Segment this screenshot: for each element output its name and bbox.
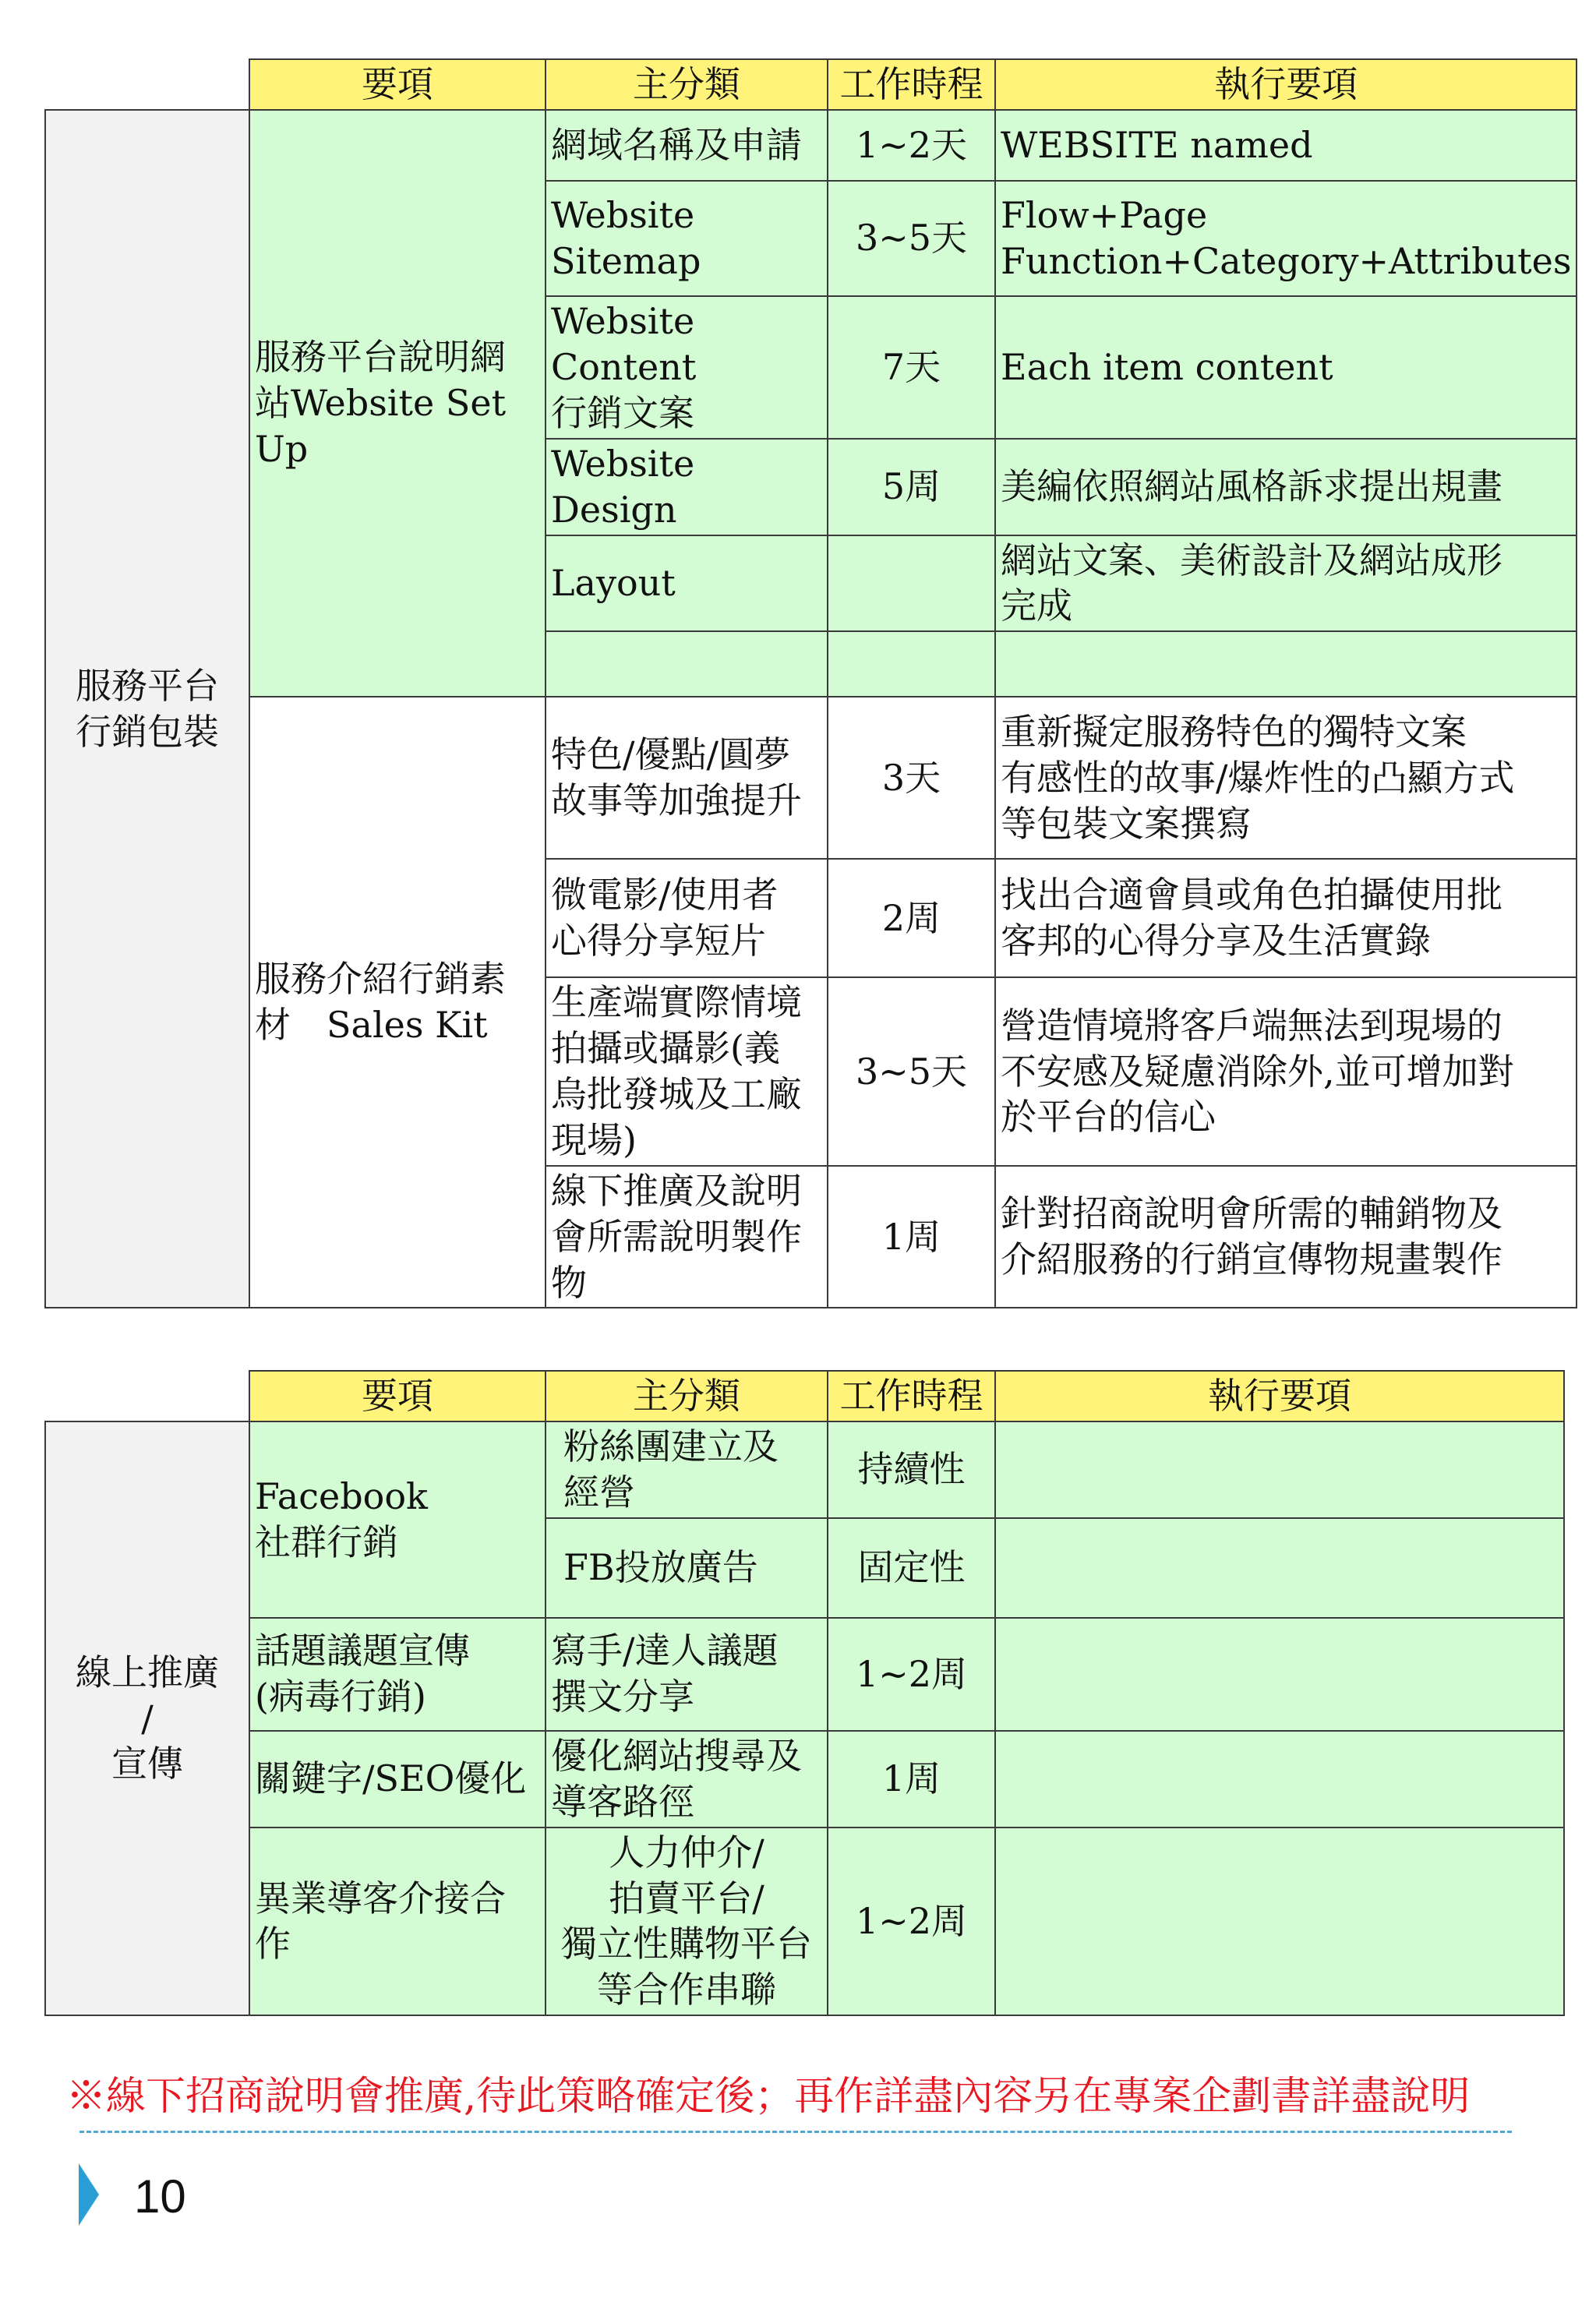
header-blank	[45, 1371, 249, 1421]
main-cell: FB投放廣告	[546, 1518, 828, 1618]
table-header-row	[45, 59, 1577, 110]
item-cell: 關鍵字/SEO優化	[249, 1731, 546, 1827]
schedule-cell: 1周	[828, 1166, 995, 1308]
main-cell: 特色/優點/圓夢 故事等加強提升	[546, 697, 828, 859]
schedule-cell	[828, 631, 995, 697]
action-cell	[995, 1518, 1564, 1618]
main-cell: 人力仲介/ 拍賣平台/ 獨立性購物平台 等合作串聯	[546, 1827, 828, 2016]
service-platform-table	[44, 58, 1577, 1308]
main-cell: 粉絲團建立及 經營	[546, 1421, 828, 1518]
header-action: 執行要項	[995, 1371, 1564, 1421]
dashed-divider	[79, 2131, 1512, 2133]
action-cell: 針對招商說明會所需的輔銷物及 介紹服務的行銷宣傳物規畫製作	[995, 1166, 1577, 1308]
main-cell	[546, 631, 828, 697]
action-cell: Each item content	[995, 296, 1577, 439]
table-row	[45, 1618, 1564, 1731]
category-cell: 線上推廣 / 宣傳	[45, 1421, 249, 2015]
schedule-cell: 3~5天	[828, 977, 995, 1166]
action-cell: 找出合適會員或角色拍攝使用批 客邦的心得分享及生活實錄	[995, 859, 1577, 977]
main-cell: Layout	[546, 535, 828, 632]
item-cell: Facebook 社群行銷	[249, 1421, 546, 1618]
action-cell: 美編依照網站風格訴求提出規畫	[995, 439, 1577, 535]
table-row	[45, 110, 1577, 181]
schedule-cell: 3~5天	[828, 181, 995, 296]
table-row	[45, 1731, 1564, 1827]
header-main-category: 主分類	[546, 1371, 828, 1421]
schedule-cell: 1~2周	[828, 1827, 995, 2016]
footer-note: ※線下招商說明會推廣,待此策略確定後；再作詳盡內容另在專案企劃書詳盡說明	[66, 2074, 1471, 2120]
header-blank	[45, 59, 249, 110]
header-item: 要項	[249, 1371, 546, 1421]
main-cell: 線下推廣及說明 會所需說明製作 物	[546, 1166, 828, 1308]
action-cell	[995, 631, 1577, 697]
action-cell: 網站文案、美術設計及網站成形 完成	[995, 535, 1577, 632]
page-marker-arrow-icon	[79, 2163, 99, 2226]
header-main-category: 主分類	[546, 59, 828, 110]
online-promotion-table	[44, 1370, 1565, 2016]
table-row	[45, 697, 1577, 859]
main-cell: 寫手/達人議題 撰文分享	[546, 1618, 828, 1731]
table-row	[45, 1421, 1564, 1518]
schedule-cell: 持續性	[828, 1421, 995, 1518]
header-schedule: 工作時程	[828, 1371, 995, 1421]
action-cell: 重新擬定服務特色的獨特文案 有感性的故事/爆炸性的凸顯方式 等包裝文案撰寫	[995, 697, 1577, 859]
schedule-cell	[828, 535, 995, 632]
schedule-cell: 1周	[828, 1731, 995, 1827]
action-cell: Flow+Page Function+Category+Attributes	[995, 181, 1577, 296]
schedule-cell: 5周	[828, 439, 995, 535]
table-row	[45, 1827, 1564, 2016]
header-action: 執行要項	[995, 59, 1577, 110]
item-cell: 異業導客介接合 作	[249, 1827, 546, 2016]
action-cell: WEBSITE named	[995, 110, 1577, 181]
action-cell	[995, 1421, 1564, 1518]
item-cell: 話題議題宣傳 (病毒行銷)	[249, 1618, 546, 1731]
item-cell: 服務平台說明網 站Website Set Up	[249, 110, 546, 697]
category-cell: 服務平台 行銷包裝	[45, 110, 249, 1308]
main-cell: Website Content 行銷文案	[546, 296, 828, 439]
main-cell: 優化網站搜尋及 導客路徑	[546, 1731, 828, 1827]
item-cell: 服務介紹行銷素 材 Sales Kit	[249, 697, 546, 1308]
schedule-cell: 7天	[828, 296, 995, 439]
main-cell: Website Sitemap	[546, 181, 828, 296]
action-cell	[995, 1827, 1564, 2016]
main-cell: 生產端實際情境 拍攝或攝影(義 烏批發城及工廠 現場)	[546, 977, 828, 1166]
schedule-cell: 2周	[828, 859, 995, 977]
page-number: 10	[134, 2170, 186, 2223]
action-cell: 營造情境將客戶端無法到現場的 不安感及疑慮消除外,並可增加對 於平台的信心	[995, 977, 1577, 1166]
action-cell	[995, 1618, 1564, 1731]
header-schedule: 工作時程	[828, 59, 995, 110]
main-cell: 微電影/使用者 心得分享短片	[546, 859, 828, 977]
table-header-row	[45, 1371, 1564, 1421]
schedule-cell: 3天	[828, 697, 995, 859]
schedule-cell: 固定性	[828, 1518, 995, 1618]
schedule-cell: 1~2周	[828, 1618, 995, 1731]
header-item: 要項	[249, 59, 546, 110]
main-cell: Website Design	[546, 439, 828, 535]
main-cell: 網域名稱及申請	[546, 110, 828, 181]
schedule-cell: 1~2天	[828, 110, 995, 181]
action-cell	[995, 1731, 1564, 1827]
